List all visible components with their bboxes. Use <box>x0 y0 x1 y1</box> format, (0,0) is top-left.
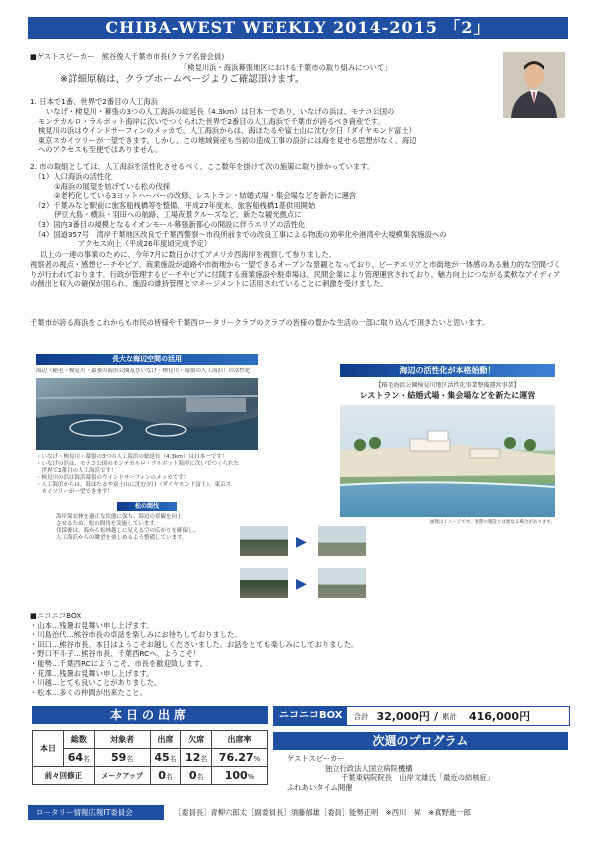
aerial-photo <box>36 378 258 450</box>
committee-members: ［委員長］青柳六郎太［副委員長］須藤郁雄［委員］能勢正明 ※西川 昇 ※真野進一郎 <box>174 807 471 817</box>
attendance-rate: 76.27% <box>212 749 268 767</box>
pine-after-photo-2 <box>318 568 366 598</box>
niconico-item: ・能勢…千葉西RCにようこそ、市長を歓迎致します。 <box>30 658 207 668</box>
section1-line: いなげ・検見川・幕張の3つの人工海浜の総延長（4.3km）は日本一であり、いなげの浜は、モナコ公国の <box>46 107 395 116</box>
measure-item: アクセス向上（平成26年度頃完成予定） <box>78 239 212 249</box>
measure-item: （1）人口海浜の活性化 <box>34 172 112 181</box>
note-line: ・検見川の浜は海浜幕張のウインドサーフィンのメッカです！ <box>36 475 190 481</box>
eligible-members: 59名 <box>94 749 150 767</box>
figure-right-caption: 【稲毛海浜公園検見川地区活性化事業整備運営事業】 <box>375 382 520 389</box>
figure-left-banner: 長大な海辺空間の活用 <box>36 354 258 365</box>
detail-note: ※詳細原稿は、クラブホームページよりご確認頂けます。 <box>60 74 305 85</box>
niconico-item: ・田口…熊谷市長、本日はようこそお越しくださいました。お話をとても楽しみにしておりました。 <box>30 639 359 649</box>
measure-item: （4）国道357号 湾岸千葉地区改良で千葉西警察～市役所前までの改良工事による物流の効率化や港湾や大規模集客施設への <box>34 229 447 239</box>
figure-left-subtitle: 海辺（稲毛・検見川・幕張の海浜公園及びいなげ・検見川・幕張の人工海浜）の活性化 <box>36 368 251 374</box>
prev-count: 0名 <box>181 767 212 785</box>
prev-label: 前々回修正 <box>33 767 95 785</box>
rendering-image <box>340 405 555 517</box>
pine-line: 伐採後は、海から松林越しに見える空の広がりを確保し、 <box>56 528 200 534</box>
measure-item: ②老朽化している3ヨットハーバーの改修、レストラン・結婚式場・集会場などを新たに運営 <box>54 191 357 201</box>
note-line: ・いなげ・検見川・幕張の3つの人工海浜の総延長（4.3km）は日本一です！ <box>36 454 228 460</box>
niconico-item: ・花澤…残暑お見舞い申し上げます。 <box>30 668 154 678</box>
image-disclaimer: 画像はイメージです。実際の施設とは異なる場合があります。 <box>429 520 555 525</box>
makeup-count: 0名 <box>150 767 181 785</box>
pine-line: させるため、松の間伐を実施しています。 <box>56 521 160 527</box>
cumulative-label: 累計 <box>441 711 457 721</box>
arrow-right-icon: ▶ <box>296 534 307 550</box>
section2-para: 視察者の視点・感想ビーチやピア、商業施設が道路や市街地から一望できるオープンな景観となっており、ビーチエリアと市街地が一体感のある魅力的な空間づくりが行われております。行政が管理するビーチやピアに付随する商業施設や駐車場は、民間企業により管理運営されており、魅力向上につながる柔軟なアイディアの創出と収入の確保が図られ、施設の維持管理とマネージメントに活用されていることに刺激を受けました。 <box>30 260 561 289</box>
col-header: 出席率 <box>212 731 268 749</box>
newsletter-title: CHIBA-WEST WEEKLY 2014-2015 「2」 <box>28 17 568 39</box>
slash-separator: / <box>433 709 438 723</box>
pine-line: 人工海浜からの眺望を楽しめるよう整備しています。 <box>56 535 188 541</box>
total-members: 64名 <box>64 749 95 767</box>
col-header: 欠席 <box>181 731 212 749</box>
measure-item: ①海浜の展望を妨げている松の伐採 <box>54 181 170 191</box>
measure-item: 伊豆大島・横浜・羽田への航路、工場夜景クルーズなど、新たな観光拠点に <box>54 210 302 220</box>
speaker-photo <box>503 52 565 118</box>
section1-body <box>38 107 417 155</box>
figure-right-subcaption: レストラン・結婚式場・集会場などを新たに運営 <box>359 391 536 400</box>
footer <box>28 805 568 820</box>
next-week-title: 次週のプログラム <box>273 732 568 750</box>
total-label: 合計 <box>353 711 369 721</box>
arrow-right-icon: ▶ <box>296 576 307 592</box>
speech-title: 「検見川浜・海浜幕張地区における千葉市の取り組みについて」 <box>180 63 392 72</box>
note-line: ・人工海浜からは、海ほたるや富士山に沈む夕日（ダイヤモンド富士）、東京ス <box>36 482 232 488</box>
niconico-item: ・野口不斗子…熊谷市長、千葉西RCへ、ようこそ！ <box>30 649 201 659</box>
makeup-label: メークアップ <box>94 767 150 785</box>
next-week-line: ゲストスピーカー <box>287 754 345 763</box>
next-week-panel <box>273 732 568 792</box>
next-week-line: ふれあいタイム開催 <box>287 782 353 792</box>
figure-right-banner: 海辺の活性化が本格始動！ <box>340 364 555 377</box>
attendance-title: 本日の出席 <box>32 706 268 724</box>
section1-line: モンテカルロ・ラルボット海岸に次いでつくられた世界で2番目の人工海浜で千葉市が誇るべき資産です。 <box>38 116 385 126</box>
niconico-item: ・川越…とても良いことがありました。 <box>30 678 162 688</box>
next-week-line: 独立行政法人国立病院機構 <box>325 763 413 773</box>
figure-right <box>340 364 555 526</box>
section1-line: 東京スカイツリーが一望できます。しかし、この地域資産も当初の造成工事の設計には海を見せる思想がなく、海辺 <box>38 135 417 145</box>
col-header: 総数 <box>64 731 95 749</box>
niconico-item: ・川島治代…熊谷市長の卓話を楽しみにお待ちしておりました。 <box>30 630 242 640</box>
present-members: 45名 <box>150 749 181 767</box>
measure-item: （3）国内3番目の規模となるイオンモール幕張新都心の開設に伴うエリアの活性化 <box>34 219 306 229</box>
pine-text <box>36 514 258 542</box>
committee-name: ロータリー情報広報IT委員会 <box>28 805 164 820</box>
section1-heading: 1. 日本で1番、世界で2番目の人工海浜 <box>30 97 159 106</box>
figure-left <box>36 354 258 604</box>
today-label: 本日 <box>33 731 64 767</box>
niconico-title: ■ニコニコBOX <box>30 611 82 620</box>
absent-members: 12名 <box>181 749 212 767</box>
niconico-summary-label: ニコニコBOX <box>274 707 347 725</box>
section1-line: 検見川の浜はウインドサーフィンのメッカで、人工海浜からは、海ほたるや富士山に沈む夕日（ダイヤモンド富士） <box>38 126 416 136</box>
prev-rate: 100% <box>212 767 268 785</box>
total-value: 32,000円 <box>376 710 430 723</box>
pine-after-photo-1 <box>318 526 366 556</box>
niconico-summary <box>273 706 570 726</box>
section2-heading: 2. 市の取組としては、人工海浜を活性化させるべく、ここ数年を掛けて次の施策に取り掛かっています。 <box>30 162 375 171</box>
pine-line: 海岸保安林を適正な状態に保ち、海辺の景観を向上 <box>56 514 183 520</box>
attendance-table <box>32 730 268 785</box>
section1-line: へのアクセスも至便ではありません。 <box>38 145 163 155</box>
pine-before-photo-1 <box>240 526 288 556</box>
measure-item: （2）千葉みなと駅前に旅客船桟橋等を整備、平成27年度末、旅客船桟橋1基供用開始 <box>34 200 316 210</box>
section2-list <box>34 172 447 249</box>
niconico-section <box>30 611 358 697</box>
note-line: ・いなげの浜は、モナコ公国のモンテカルロ・ラルボット海岸に次いでつくられた <box>36 461 240 467</box>
note-line: カイツリーが一望できます！ <box>36 489 113 495</box>
note-line: 世界で2番目の人工海浜です！ <box>36 468 117 474</box>
section2-para: 以上の一連の事業のために、今年7月に数日かけてアメリカ西海岸を視察して参りました。 <box>40 250 337 259</box>
pine-before-photo-2 <box>240 568 288 598</box>
attendance-panel <box>32 706 268 785</box>
speaker-line: ■ゲストスピーカー 熊谷俊人千葉市市長(クラブ名誉会員) <box>30 52 225 61</box>
col-header: 対象者 <box>94 731 150 749</box>
section2-para: 千葉市が誇る海浜をこれからも市民の皆様や千葉西ロータリークラブのクラブの皆様の豊かな生活の一部に取り込んで頂きたいと思います。 <box>30 318 490 327</box>
cumulative-value: 416,000円 <box>468 710 531 723</box>
figure-left-notes <box>36 454 258 496</box>
next-week-line: 千葉東病院院長 山岸文雄氏「最近の結核症」 <box>341 773 495 783</box>
niconico-item: ・山本…残暑お見舞い申し上げます。 <box>30 620 154 630</box>
niconico-item: ・松本…多くの仲間が出来たこと。 <box>30 687 147 697</box>
pine-banner: 松の間伐 <box>117 502 177 511</box>
col-header: 出席 <box>150 731 181 749</box>
